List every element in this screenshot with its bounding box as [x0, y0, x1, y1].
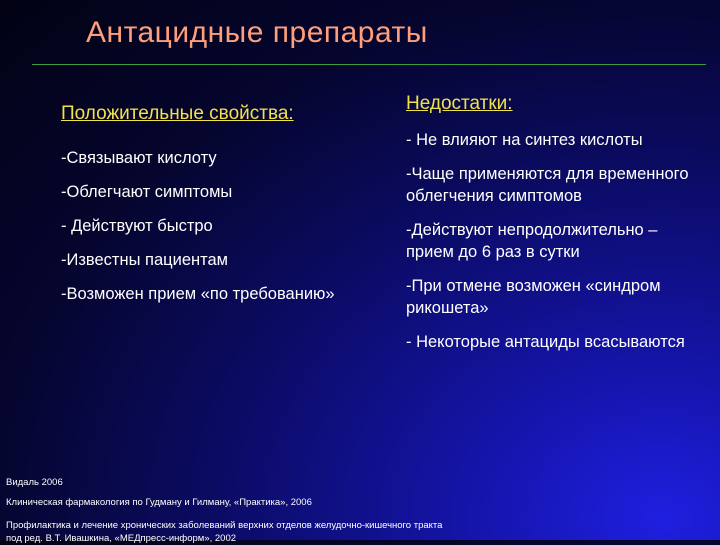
advantage-item: -Возможен прием «по требованию» — [61, 285, 335, 303]
advantage-item: -Облегчают симптомы — [61, 183, 233, 201]
advantages-column — [61, 100, 371, 317]
disadvantage-item: -При отмене возможен «синдром рикошета» — [406, 277, 661, 317]
disadvantages-heading: Недостатки: — [406, 93, 513, 114]
disadvantage-item: -Действуют непродолжительно – прием до 6 раз в сутки — [406, 221, 658, 261]
disadvantage-item: - Некоторые антациды всасываются — [406, 333, 685, 351]
advantage-item: - Действуют быстро — [61, 217, 213, 235]
reference-line: Профилактика и лечение хронических заболеваний верхних отделов желудочно-кишечного тракта — [6, 520, 443, 531]
reference-line: Видаль 2006 — [6, 477, 63, 488]
advantages-heading: Положительные свойства: — [61, 103, 294, 124]
reference-line: Клиническая фармакология по Гудману и Гилману, «Практика», 2006 — [6, 497, 312, 508]
advantage-item: -Связывают кислоту — [61, 149, 217, 167]
slide-title: Антацидные препараты — [86, 16, 428, 49]
advantage-item: -Известны пациентам — [61, 251, 228, 269]
disadvantages-column — [406, 90, 706, 365]
reference-line: под ред. В.Т. Ивашкина, «МЕДпресс-информ», 2002 — [6, 533, 237, 544]
disadvantage-item: -Чаще применяются для временного облегчения симптомов — [406, 165, 689, 205]
references — [6, 476, 706, 545]
disadvantage-item: - Не влияют на синтез кислоты — [406, 131, 643, 149]
title-divider — [32, 64, 706, 65]
